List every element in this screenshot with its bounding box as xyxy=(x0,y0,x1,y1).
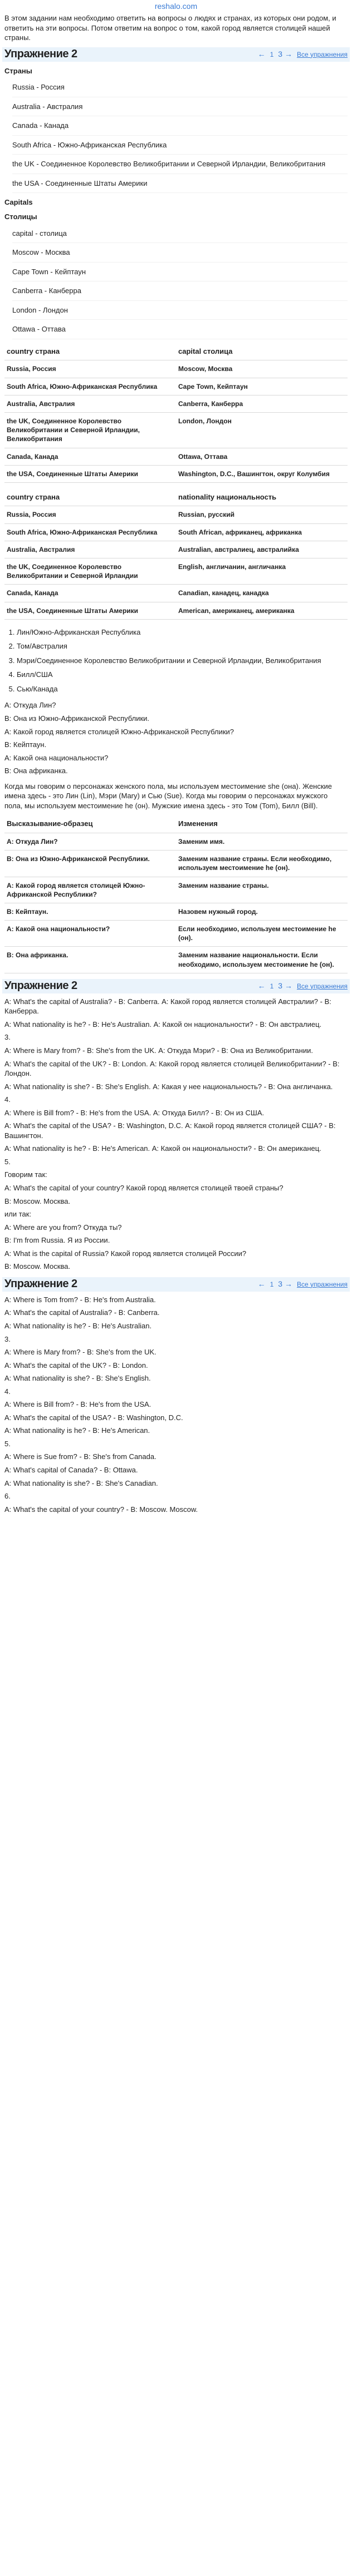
table-cell: Australian, австралиец, австралийка xyxy=(176,541,348,558)
text-line: A: What's the capital of the UK? - B: London. А: Какой город является столицей Великобритании? - В: Лондон. xyxy=(4,1059,340,1078)
text-line: A: What's the capital of the UK? - B: London. xyxy=(4,1361,148,1369)
text-line: A: What nationality is he? - B: He's Australian. xyxy=(4,1321,152,1330)
text-line: A: What's the capital of your country? - B: Moscow. Moscow. xyxy=(4,1505,198,1514)
text-line: A: What nationality is he? - B: He's Australian. А: Какой он национальности? - В: Он австралиец. xyxy=(4,1020,322,1029)
text-line: A: What's the capital of your country? Какой город является столицей твоей страны? xyxy=(4,1184,283,1193)
text-line: B: I'm from Russia. Я из России. xyxy=(4,1236,110,1245)
table-row xyxy=(4,488,348,506)
table-row xyxy=(4,903,348,920)
text-line: A: What's the capital of Australia? - B: Canberra. А: Какой город является столицей Австралии? - В: Канберра. xyxy=(4,997,331,1016)
exercise-title-1: Упражнение 2 xyxy=(4,48,77,61)
text-line: A: Where are you from? Откуда ты? xyxy=(4,1223,122,1232)
table-cell: Cape Town, Кейптаун xyxy=(176,378,348,395)
table-cell: Canada, Канада xyxy=(4,585,176,602)
text-line: A: What's the capital of the USA? - B: Washington, D.C. xyxy=(4,1413,183,1422)
list-item: Australia - Австралия xyxy=(12,97,348,117)
table-cell: Назовем нужный город. xyxy=(176,903,348,920)
capitals-list xyxy=(4,224,348,339)
table-cell: Washington, D.C., Вашингтон, округ Колумбия xyxy=(176,465,348,482)
table-cell: B: Она из Южно-Африканской Республики. xyxy=(4,851,176,877)
table-cell: Australia, Австралия xyxy=(4,395,176,412)
table-row xyxy=(4,412,348,448)
text-line: A: What nationality is she? - B: She's English. xyxy=(4,1374,151,1383)
countries-heading: Страны xyxy=(4,66,32,75)
text-line: B: Moscow. Москва. xyxy=(4,1196,71,1205)
country-capital-table xyxy=(4,343,348,483)
capitals-heading: Capitals xyxy=(4,198,33,207)
table-cell: A: Какой город является столицей Южно-Африканской Республики? xyxy=(4,877,176,903)
text-line: A: Where is Tom from? - B: He's from Australia. xyxy=(4,1295,156,1304)
table-cell: South Africa, Южно-Африканская Республика xyxy=(4,523,176,541)
table-cell: Russia, Россия xyxy=(4,506,176,523)
table-cell: the UK, Соединенное Королевство Великобритании и Северной Ирландии, Великобритания xyxy=(4,412,176,448)
table-cell: Australia, Австралия xyxy=(4,541,176,558)
dialog-line: B: Она из Южно-Африканской Республики. xyxy=(4,714,150,723)
table-row xyxy=(4,360,348,378)
all-exercises-link[interactable]: Все упражнения xyxy=(296,50,348,58)
exercise-number: 1 xyxy=(270,1280,274,1288)
table-header-cell: capital столица xyxy=(176,343,348,360)
table-row xyxy=(4,877,348,903)
prev-exercise-button[interactable]: ← xyxy=(257,1279,266,1289)
text-line: A: Where is Mary from? - B: She's from the UK. А: Откуда Мэри? - В: Она из Великобритании. xyxy=(4,1046,313,1055)
table-cell: B: Кейптаун. xyxy=(4,903,176,920)
list-item: the USA - Соединенные Штаты Америки xyxy=(12,174,348,194)
list-item: Russia - Россия xyxy=(12,78,348,97)
table-cell: English, англичанин, англичанка xyxy=(176,558,348,585)
country-nationality-table xyxy=(4,488,348,620)
exercise-number: 1 xyxy=(270,982,274,990)
table-cell: the USA, Соединенные Штаты Америки xyxy=(4,602,176,619)
prev-exercise-button[interactable]: ← xyxy=(257,50,266,59)
list-item: the UK - Соединенное Королевство Великобритании и Северной Ирландии, Великобритания xyxy=(12,155,348,174)
table-cell: the USA, Соединенные Штаты Америки xyxy=(4,465,176,482)
dialog-line: A: Какой город является столицей Южно-Африканской Республики? xyxy=(4,727,234,736)
list-item: Moscow - Москва xyxy=(12,243,348,263)
table-cell: the UK, Соединенное Королевство Великобритании и Северной Ирландии xyxy=(4,558,176,585)
exercise-title-3: Упражнение 2 xyxy=(4,1278,77,1291)
table-row xyxy=(4,602,348,619)
exercise-header-1 xyxy=(2,47,350,62)
site-logo-link[interactable]: reshalo.com xyxy=(154,2,198,11)
list-item: Ottawa - Оттава xyxy=(12,320,348,339)
next-exercise-button[interactable]: 3 → xyxy=(278,50,292,59)
list-item: 2. Том/Австралия xyxy=(17,639,348,654)
table-row xyxy=(4,448,348,465)
list-item: London - Лондон xyxy=(12,301,348,320)
text-line: 4. xyxy=(4,1095,11,1104)
list-item: 5. Сью/Канада xyxy=(17,682,348,696)
table-row xyxy=(4,585,348,602)
table-row xyxy=(4,558,348,585)
exercise-nav-1 xyxy=(258,49,348,60)
text-line: 4. xyxy=(4,1387,11,1396)
table-row xyxy=(4,815,348,833)
pronoun-rule: Когда мы говорим о персонажах женского пола, мы используем местоимение she (она). Женские имена здесь - это Лин (Lin), Мэри (Mary) и Сью (Sue). Когда мы говорим о персонажах мужского пола, мы используем местоимение he (он). Мужские имена здесь - это Том (Tom), Билл (Bill). xyxy=(4,782,333,810)
table-cell: Canadian, канадец, канадка xyxy=(176,585,348,602)
exercise-header-3 xyxy=(2,1277,350,1292)
table-cell: A: Откуда Лин? xyxy=(4,833,176,850)
site-header xyxy=(4,0,348,12)
text-line: A: What's capital of Canada? - B: Ottawa. xyxy=(4,1465,138,1474)
table-cell: Canada, Канада xyxy=(4,448,176,465)
table-header-cell: country страна xyxy=(4,343,176,360)
table-header-cell: Изменения xyxy=(176,815,348,833)
table-row xyxy=(4,833,348,850)
dialog-line: A: Какой она национальности? xyxy=(4,753,109,762)
text-line: 3. xyxy=(4,1033,11,1042)
text-line: 6. xyxy=(4,1492,11,1501)
text-line: A: What nationality is she? - B: She's English. А: Какая у нее национальность? - В: Она англичанка. xyxy=(4,1082,333,1091)
pattern-table xyxy=(4,815,348,973)
table-header-cell: country страна xyxy=(4,488,176,506)
table-row xyxy=(4,921,348,947)
text-line: A: What nationality is he? - B: He's American. А: Какой он национальности? - В: Он американец. xyxy=(4,1144,321,1153)
table-header-cell: Высказывание-образец xyxy=(4,815,176,833)
table-cell: American, американец, американка xyxy=(176,602,348,619)
table-cell: Ottawa, Оттава xyxy=(176,448,348,465)
exercise-header-2 xyxy=(2,979,350,993)
table-cell: Заменим название национальности. Если необходимо, используем местоимение he (он). xyxy=(176,947,348,973)
exercise-nav-2 xyxy=(258,981,348,991)
table-cell: Canberra, Канберра xyxy=(176,395,348,412)
list-item: Canberra - Канберра xyxy=(12,281,348,301)
table-row xyxy=(4,343,348,360)
text-line: B: Moscow. Москва. xyxy=(4,1262,71,1271)
table-row xyxy=(4,541,348,558)
table-cell: South African, африканец, африканка xyxy=(176,523,348,541)
table-cell: Moscow, Москва xyxy=(176,360,348,378)
dialog-line: B: Она африканка. xyxy=(4,767,68,775)
text-line: 3. xyxy=(4,1334,11,1343)
text-line: Говорим так: xyxy=(4,1170,47,1179)
text-line: A: What is the capital of Russia? Какой город является столицей России? xyxy=(4,1249,247,1258)
example-dialog xyxy=(4,700,348,775)
list-item: capital - столица xyxy=(12,224,348,244)
table-cell: Если необходимо, используем местоимение he (он). xyxy=(176,921,348,947)
exercise-nav-3 xyxy=(258,1279,348,1289)
table-row xyxy=(4,523,348,541)
next-exercise-button[interactable]: 3 → xyxy=(278,981,292,991)
text-line: или так: xyxy=(4,1210,32,1219)
list-item: 3. Мэри/Соединенное Королевство Великобритании и Северной Ирландии, Великобритания xyxy=(17,654,348,668)
table-row xyxy=(4,378,348,395)
next-exercise-button[interactable]: 3 → xyxy=(278,1279,292,1289)
table-row xyxy=(4,506,348,523)
capitals-subheading: Столицы xyxy=(4,212,37,221)
dialog-line: A: Откуда Лин? xyxy=(4,701,56,710)
table-row xyxy=(4,395,348,412)
text-line: A: Where is Bill from? - B: He's from the USA. А: Откуда Билл? - В: Он из США. xyxy=(4,1108,265,1117)
exercise-title-2: Упражнение 2 xyxy=(4,980,77,992)
exercise-3-body xyxy=(4,1295,348,1514)
table-cell: Russia, Россия xyxy=(4,360,176,378)
prev-exercise-button[interactable]: ← xyxy=(257,981,266,991)
text-line: A: Where is Bill from? - B: He's from the USA. xyxy=(4,1400,151,1409)
text-line: A: What's the capital of the USA? - B: Washington, D.C. А: Какой город является столицей США? - В: Вашингтон. xyxy=(4,1121,336,1140)
text-line: A: Where is Sue from? - B: She's from Canada. xyxy=(4,1452,157,1461)
exercise-2-body xyxy=(4,997,348,1272)
list-item: South Africa - Южно-Африканская Республика xyxy=(12,136,348,155)
text-line: 5. xyxy=(4,1439,11,1448)
list-item: Cape Town - Кейптаун xyxy=(12,263,348,282)
table-cell: A: Какой она национальности? xyxy=(4,921,176,947)
table-row xyxy=(4,465,348,482)
text-line: A: What nationality is she? - B: She's Canadian. xyxy=(4,1479,158,1487)
table-row xyxy=(4,851,348,877)
text-line: 5. xyxy=(4,1157,11,1166)
table-header-cell: nationality национальность xyxy=(176,488,348,506)
intro-text: В этом задании нам необходимо ответить на вопросы о людях и странах, из которых они родом, и ответить на эти вопросы. Потом ответим на вопрос о том, какой город является столицей нашей страны. xyxy=(4,14,336,42)
exercise-number: 1 xyxy=(270,50,274,58)
people-list xyxy=(4,625,348,696)
dialog-line: B: Кейптаун. xyxy=(4,740,47,749)
list-item: 1. Лин/Южно-Африканская Республика xyxy=(17,625,348,640)
table-cell: Заменим название страны. xyxy=(176,877,348,903)
all-exercises-link[interactable]: Все упражнения xyxy=(296,1280,348,1288)
all-exercises-link[interactable]: Все упражнения xyxy=(296,982,348,990)
table-cell: South Africa, Южно-Африканская Республика xyxy=(4,378,176,395)
countries-list xyxy=(4,78,348,193)
table-cell: Заменим название страны. Если необходимо, используем местоимение he (он). xyxy=(176,851,348,877)
text-line: A: Where is Mary from? - B: She's from the UK. xyxy=(4,1348,157,1357)
list-item: Canada - Канада xyxy=(12,116,348,136)
table-cell: Russian, русский xyxy=(176,506,348,523)
table-cell: London, Лондон xyxy=(176,412,348,448)
table-cell: Заменим имя. xyxy=(176,833,348,850)
table-row xyxy=(4,947,348,973)
table-cell: B: Она африканка. xyxy=(4,947,176,973)
text-line: A: What nationality is he? - B: He's American. xyxy=(4,1426,150,1435)
text-line: A: What's the capital of Australia? - B: Canberra. xyxy=(4,1308,160,1317)
list-item: 4. Билл/США xyxy=(17,668,348,682)
